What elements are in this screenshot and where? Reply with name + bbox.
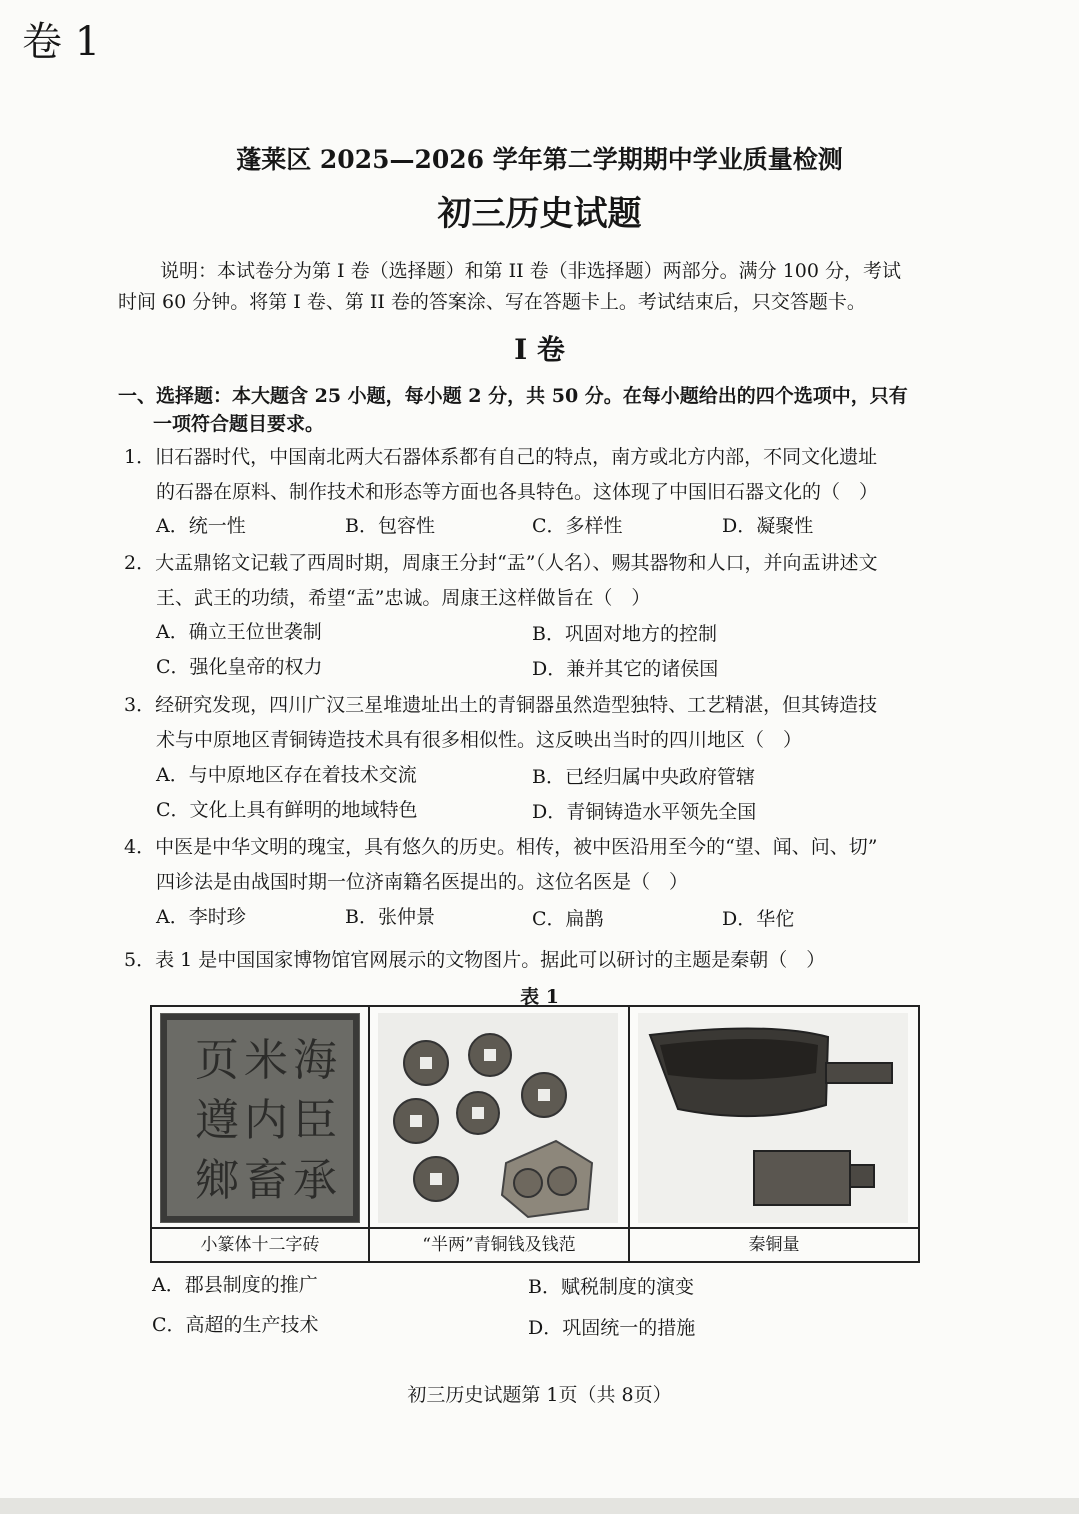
q3-option-c: C．文化上具有鲜明的地域特色 [156, 799, 418, 821]
question-4-line-2: 四诊法是由战国时期一位济南籍名医提出的。这位名医是（ ） [156, 871, 689, 893]
q5-option-b: B．赋税制度的演变 [528, 1276, 694, 1298]
q1-option-a: A．统一性 [156, 515, 246, 537]
brick-seal-char: 承 [293, 1155, 337, 1206]
brick-seal-char: 鄉 [195, 1155, 239, 1206]
question-1-line-2: 的石器在原料、制作技术和形态等方面也各具特色。这体现了中国旧石器文化的（ ） [156, 481, 879, 503]
part-one-heading: 一、选择题：本大题含 25 小题，每小题 2 分，共 50 分。在每小题给出的四个选项中，只有 [118, 385, 908, 407]
q3-option-d: D．青铜铸造水平领先全国 [532, 801, 757, 823]
question-1-line-1: 1．旧石器时代，中国南北两大石器体系都有自己的特点，南方或北方内部，不同文化遗址 [124, 446, 878, 468]
question-5-line-1: 5．表 1 是中国国家博物馆官网展示的文物图片。据此可以研讨的主题是秦朝（ ） [124, 949, 826, 971]
section-title: I 卷 [514, 333, 565, 366]
instructions-line-1: 说明：本试卷分为第 I 卷（选择题）和第 II 卷（非选择题）两部分。满分 100 分，考试 [160, 260, 902, 282]
brick-seal-char: 臣 [293, 1095, 337, 1146]
q1-option-d: D．凝聚性 [722, 515, 814, 537]
q2-option-a: A．确立王位世袭制 [156, 621, 322, 643]
q5-option-a: A．郡县制度的推广 [152, 1274, 318, 1296]
brick-seal-char: 米 [244, 1035, 288, 1086]
brick-seal-char: 内 [244, 1095, 288, 1146]
q5-option-c: C．高超的生产技术 [152, 1314, 319, 1336]
brick-seal-char: 海 [293, 1035, 337, 1086]
scan-edge [0, 1498, 1079, 1514]
q4-option-c: C．扁鹊 [532, 908, 604, 930]
q2-option-d: D．兼并其它的诸侯国 [532, 658, 719, 680]
q2-option-b: B．巩固对地方的控制 [532, 623, 717, 645]
bronze-measure-image [638, 1013, 908, 1223]
table-cell-coins [370, 1007, 630, 1261]
coins-image [378, 1013, 618, 1223]
question-3-line-2: 术与中原地区青铜铸造技术具有很多相似性。这反映出当时的四川地区（ ） [156, 729, 803, 751]
q4-option-b: B．张仲景 [345, 906, 435, 928]
question-2-line-2: 王、武王的功绩，希望“盂”忠诚。周康王这样做旨在（ ） [156, 587, 651, 609]
measure-label: 秦铜量 [630, 1227, 918, 1261]
q4-option-d: D．华佗 [722, 908, 795, 930]
question-3-line-1: 3．经研究发现，四川广汉三星堆遗址出土的青铜器虽然造型独特、工艺精湛，但其铸造技 [124, 694, 878, 716]
q2-option-c: C．强化皇帝的权力 [156, 656, 323, 678]
exam-title: 蓬莱区 2025—2026 学年第二学期期中学业质量检测 [236, 145, 843, 174]
q5-option-d: D．巩固统一的措施 [528, 1317, 696, 1339]
brick-image [160, 1013, 360, 1223]
q3-option-a: A．与中原地区存在着技术交流 [156, 764, 417, 786]
question-2-line-1: 2．大盂鼎铭文记载了西周时期，周康王分封“盂”（人名）、赐其器物和人口，并向盂讲述文 [124, 552, 878, 574]
brick-seal-char: 遵 [195, 1095, 239, 1146]
table-cell-brick [152, 1007, 370, 1261]
brick-seal-char: 页 [195, 1035, 239, 1086]
table-caption: 表 1 [520, 986, 559, 1008]
q1-option-b: B．包容性 [345, 515, 435, 537]
artifact-table [150, 1005, 920, 1263]
coins-label: “半两”青铜钱及钱范 [370, 1227, 628, 1261]
brick-label: 小篆体十二字砖 [152, 1227, 368, 1261]
corner-label: 卷 1 [22, 19, 101, 65]
page-footer: 初三历史试题第 1页（共 8页） [407, 1384, 672, 1406]
q3-option-b: B．已经归属中央政府管辖 [532, 766, 755, 788]
exam-subtitle: 初三历史试题 [437, 194, 642, 234]
table-cell-measure [630, 1007, 918, 1261]
instructions-line-2: 时间 60 分钟。将第 I 卷、第 II 卷的答案涂、写在答题卡上。考试结束后，只交答题卡。 [118, 291, 866, 313]
brick-seal-char: 畜 [244, 1155, 288, 1206]
question-4-line-1: 4．中医是中华文明的瑰宝，具有悠久的历史。相传，被中医沿用至今的“望、闻、问、切” [124, 836, 878, 858]
q1-option-c: C．多样性 [532, 515, 623, 537]
part-one-heading-cont: 一项符合题目要求。 [153, 413, 325, 435]
q4-option-a: A．李时珍 [156, 906, 246, 928]
